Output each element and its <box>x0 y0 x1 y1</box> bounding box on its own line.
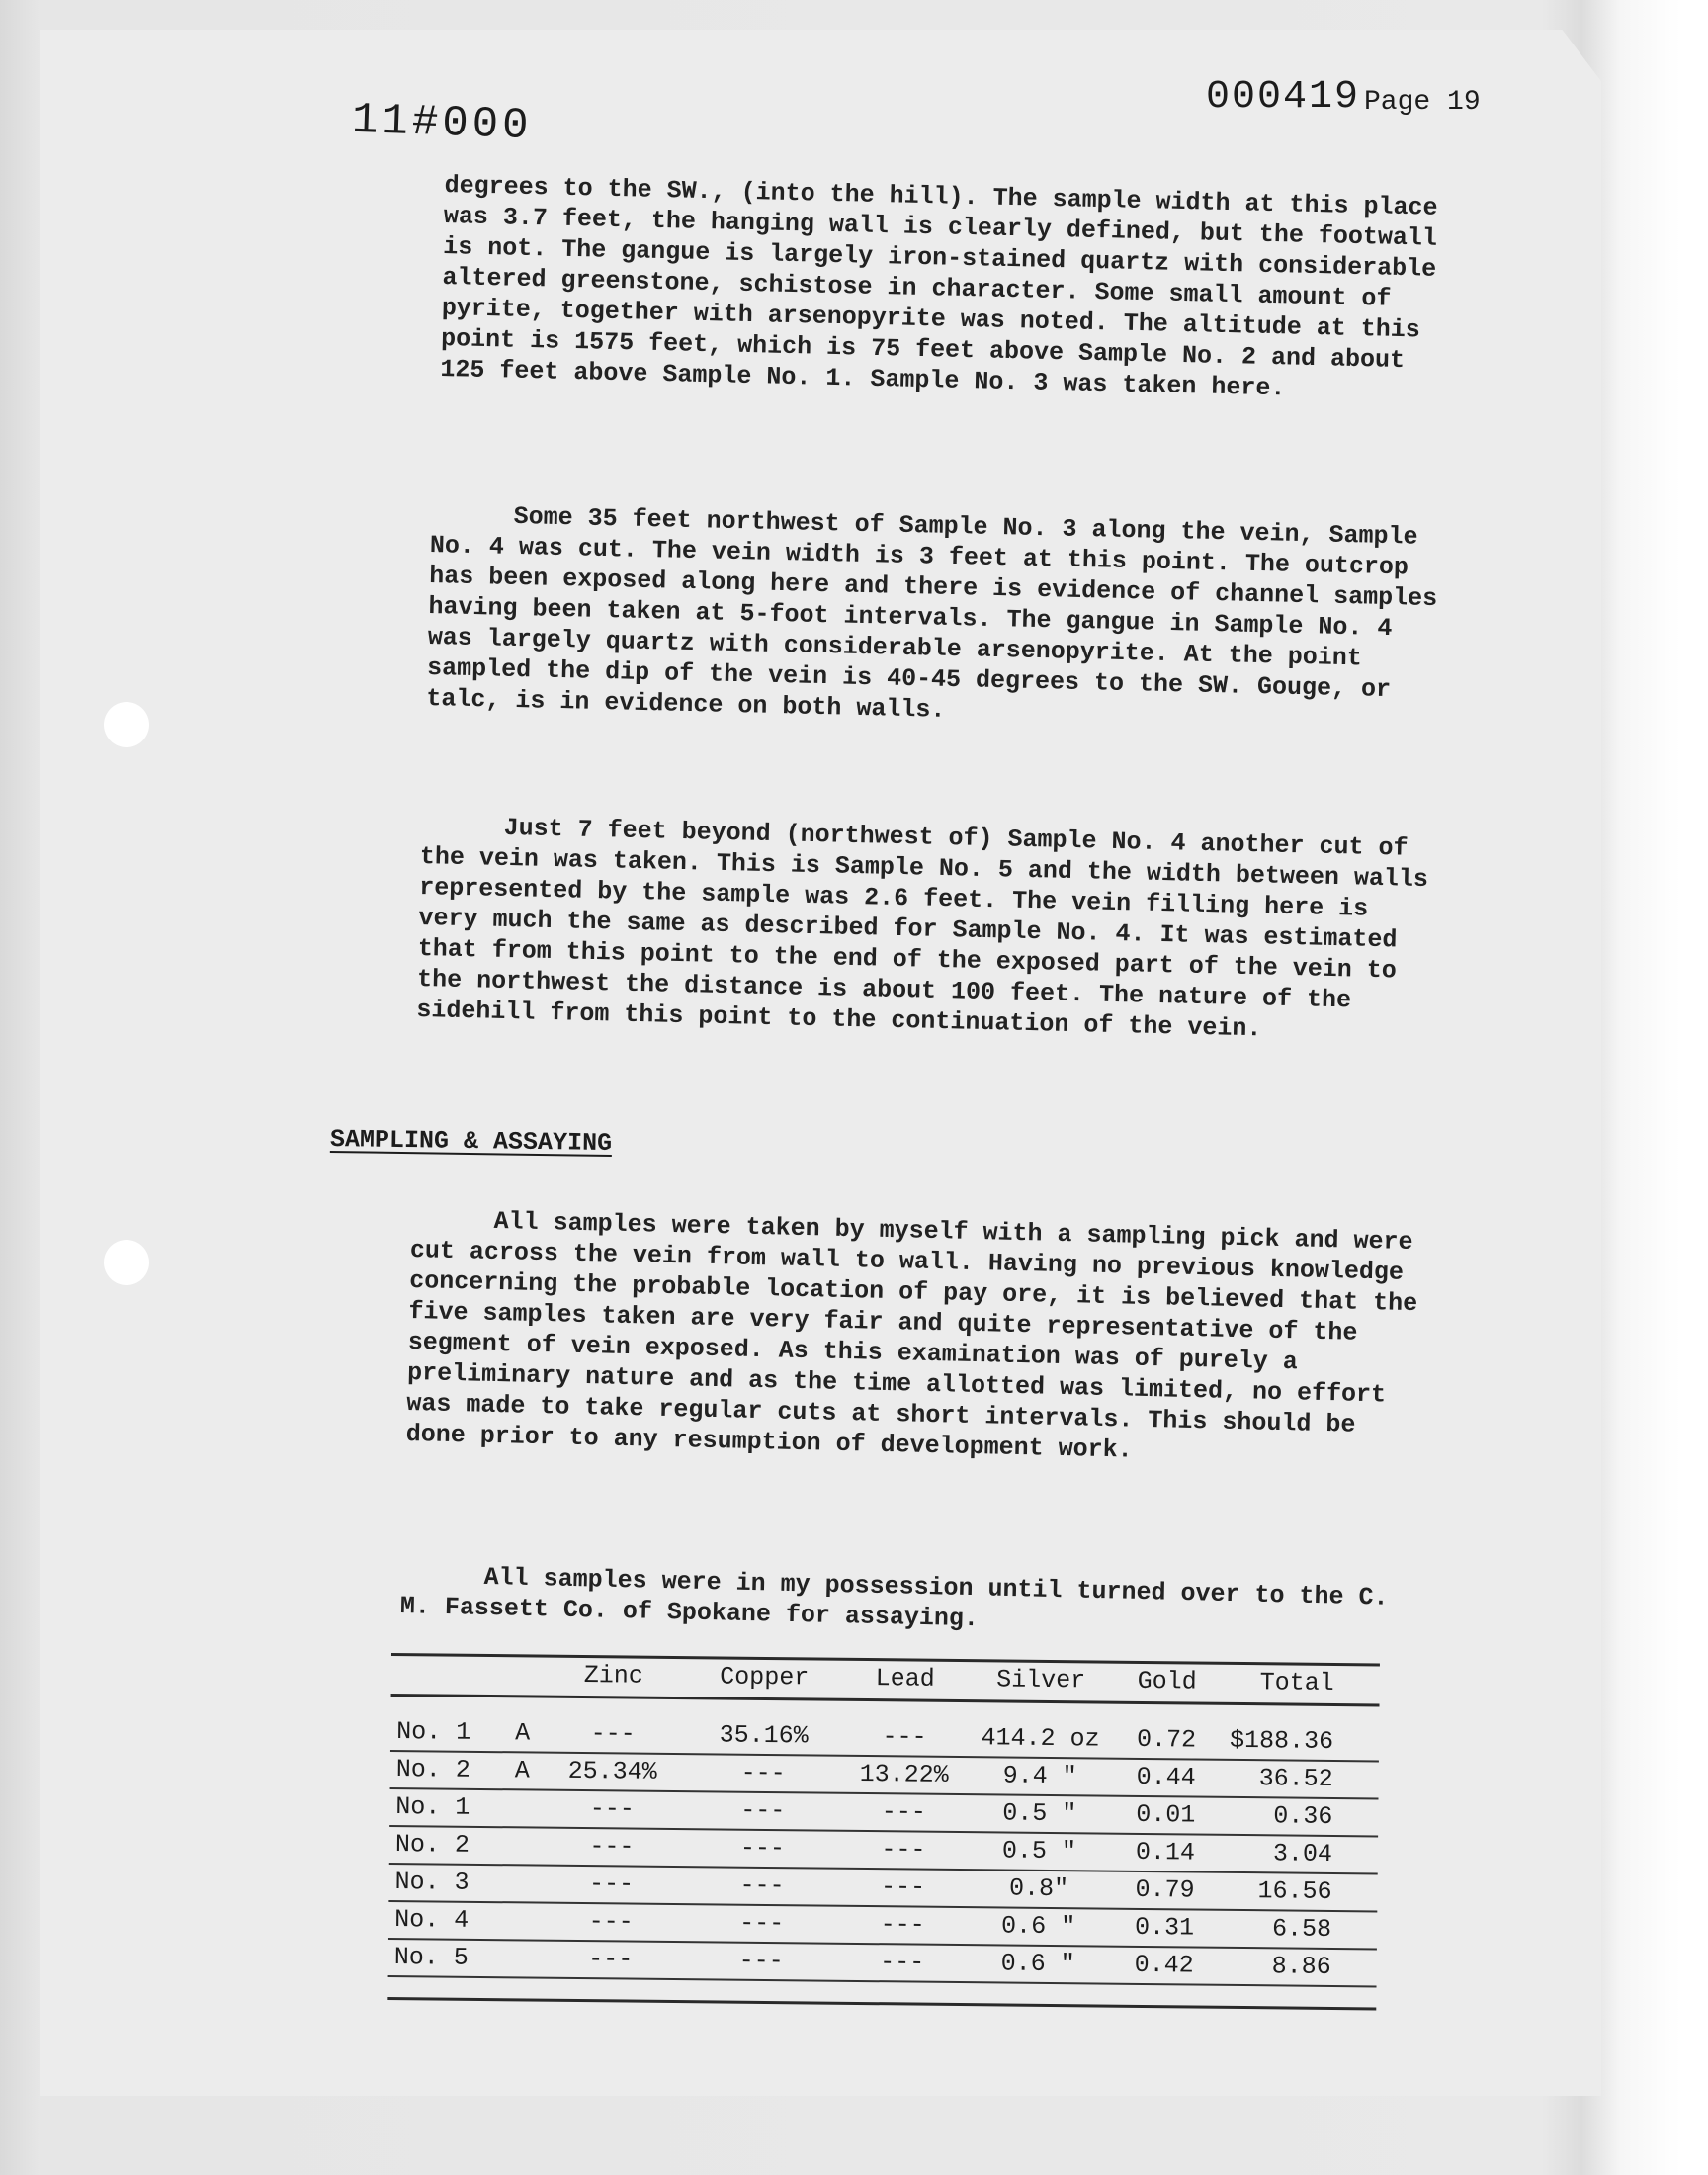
cell-copper: --- <box>740 1758 786 1788</box>
cell-zinc: --- <box>589 1794 636 1824</box>
paragraph-sampling-method: All samples were taken by myself with a sampling pick and were cut across the vein from wall to wall. Having no previous knowledge concerning the probable location of pay ore, it is believed that the five samples taken are very fair and quite representative of the segment of vein exposed. As this examination was of purely a preliminary nature and as the time allotted was limited, no effort was made to take regular cuts at short intervals. This should be done prior to any resumption of development work. <box>405 1206 1418 1465</box>
cell-total: $188.36 <box>1229 1725 1334 1756</box>
bates-number: 000419 <box>1206 75 1361 120</box>
header-sample-type <box>510 1657 540 1695</box>
cell-total: 16.56 <box>1257 1876 1332 1906</box>
cell-sample-label: No. 2 <box>394 1830 470 1860</box>
paragraph-assaying: All samples were in my possession until turned over to the C. M. Fassett Co. of Spokane for assaying. <box>399 1562 1389 1634</box>
cell-sample-label: No. 3 <box>394 1868 470 1897</box>
cell-copper: --- <box>739 1870 785 1901</box>
cell-silver: 0.8" <box>1008 1873 1069 1904</box>
cell-zinc: 25.34% <box>567 1756 657 1786</box>
cell-lead: --- <box>880 1948 925 1977</box>
cell-zinc: --- <box>588 1945 634 1974</box>
cell-total: 6.58 <box>1271 1914 1332 1944</box>
cell-lead: --- <box>880 1872 926 1902</box>
cell-sample-type <box>507 1903 537 1939</box>
cell-silver: 0.5 " <box>1002 1798 1077 1829</box>
cell-lead: --- <box>881 1835 926 1865</box>
cell-gold: 0.72 <box>1136 1724 1197 1755</box>
cell-total: 8.86 <box>1271 1952 1331 1981</box>
cell-zinc: --- <box>588 1907 634 1937</box>
punch-hole-lower <box>104 1240 149 1285</box>
header-zinc: Zinc <box>583 1661 643 1691</box>
cell-zinc: --- <box>590 1719 636 1749</box>
cell-lead: --- <box>880 1910 925 1940</box>
cell-silver: 0.6 " <box>1000 1911 1076 1942</box>
header-total: Total <box>1259 1668 1334 1697</box>
cell-zinc: --- <box>588 1870 635 1899</box>
cell-gold: 0.42 <box>1134 1950 1194 1980</box>
cell-zinc: --- <box>589 1832 635 1862</box>
cell-total: 0.36 <box>1273 1801 1333 1831</box>
paragraph-sample-3: degrees to the SW., (into the hill). The sample width at this place was 3.7 feet, the hanging wall is clearly defined, but the footwall is not. The gangue is largely iron-stained quartz with considerable altered greenstone, schistose in character. Some small amount of pyrite, together with arsenopyrite was noted. The altitude at this point is 1575 feet, which is 75 feet above Sample No. 2 and about 125 feet above Sample No. 1. Sample No. 3 was taken here. <box>440 170 1438 403</box>
header-sample-label <box>391 1656 510 1695</box>
cell-sample-label: No. 1 <box>395 1792 470 1822</box>
header-copper: Copper <box>720 1662 810 1693</box>
cell-silver: 0.5 " <box>1001 1836 1077 1867</box>
cell-sample-type <box>507 1866 537 1901</box>
cell-sample-type: A <box>515 1718 531 1748</box>
cell-lead: --- <box>882 1722 927 1752</box>
document-control-number: 11#000 <box>351 95 534 152</box>
cell-total: 3.04 <box>1272 1839 1333 1869</box>
cell-sample-type <box>507 1941 537 1976</box>
punch-hole-upper <box>104 702 149 747</box>
section-heading: SAMPLING & ASSAYING <box>329 1125 613 1158</box>
cell-gold: 0.79 <box>1135 1874 1195 1905</box>
cell-gold: 0.31 <box>1134 1912 1195 1943</box>
cell-sample-label: No. 1 <box>396 1717 471 1747</box>
cell-gold: 0.01 <box>1136 1799 1196 1830</box>
assay-table <box>387 1653 1380 2010</box>
cell-copper: --- <box>738 1908 785 1939</box>
cell-gold: 0.44 <box>1136 1762 1196 1792</box>
cell-gold: 0.14 <box>1135 1837 1196 1868</box>
cell-lead: 13.22% <box>859 1759 949 1789</box>
cell-copper: --- <box>740 1795 786 1826</box>
cell-total: 36.52 <box>1258 1764 1333 1793</box>
cell-sample-type <box>508 1790 538 1826</box>
cell-silver: 9.4 " <box>1002 1761 1077 1791</box>
cell-sample-type: A <box>514 1756 530 1785</box>
cell-sample-label: No. 2 <box>395 1755 470 1784</box>
cell-copper: --- <box>738 1946 784 1976</box>
cell-sample-label: No. 5 <box>393 1943 469 1972</box>
header-lead: Lead <box>875 1664 935 1694</box>
cell-copper: --- <box>739 1833 786 1864</box>
cell-sample-type <box>508 1828 538 1864</box>
header-gold: Gold <box>1137 1666 1197 1696</box>
cell-sample-label: No. 4 <box>394 1905 470 1935</box>
paragraph-sample-5: Just 7 feet beyond (northwest of) Sample No. 4 another cut of the vein was taken. This is Sample No. 5 and the width between walls represented by the sample was 2.6 feet. The vein filling here is very much the same as described for Sample No. 4. It was estimated that from this point to the end of the exposed part of the vein to the northwest the distance is about 100 feet. The nature of the sidehill from this point to the continuation of the vein. <box>416 813 1429 1044</box>
cell-silver: 0.6 " <box>1000 1949 1075 1979</box>
header-silver: Silver <box>996 1665 1086 1696</box>
page-number: Page 19 <box>1364 87 1481 118</box>
cell-silver: 414.2 oz <box>981 1723 1100 1754</box>
paragraph-sample-4: Some 35 feet northwest of Sample No. 3 along the vein, Sample No. 4 was cut. The vein width is 3 feet at this point. The outcrop has been exposed along here and there is evidence of channel samples having been taken at 5-foot intervals. The gangue in Sample No. 4 was largely quartz with considerable arsenopyrite. At the point sampled the dip of the vein is 40-45 degrees to the SW. Gouge, or talc, is in evidence on both walls. <box>426 501 1438 725</box>
cell-copper: 35.16% <box>719 1720 809 1751</box>
cell-lead: --- <box>881 1797 926 1827</box>
